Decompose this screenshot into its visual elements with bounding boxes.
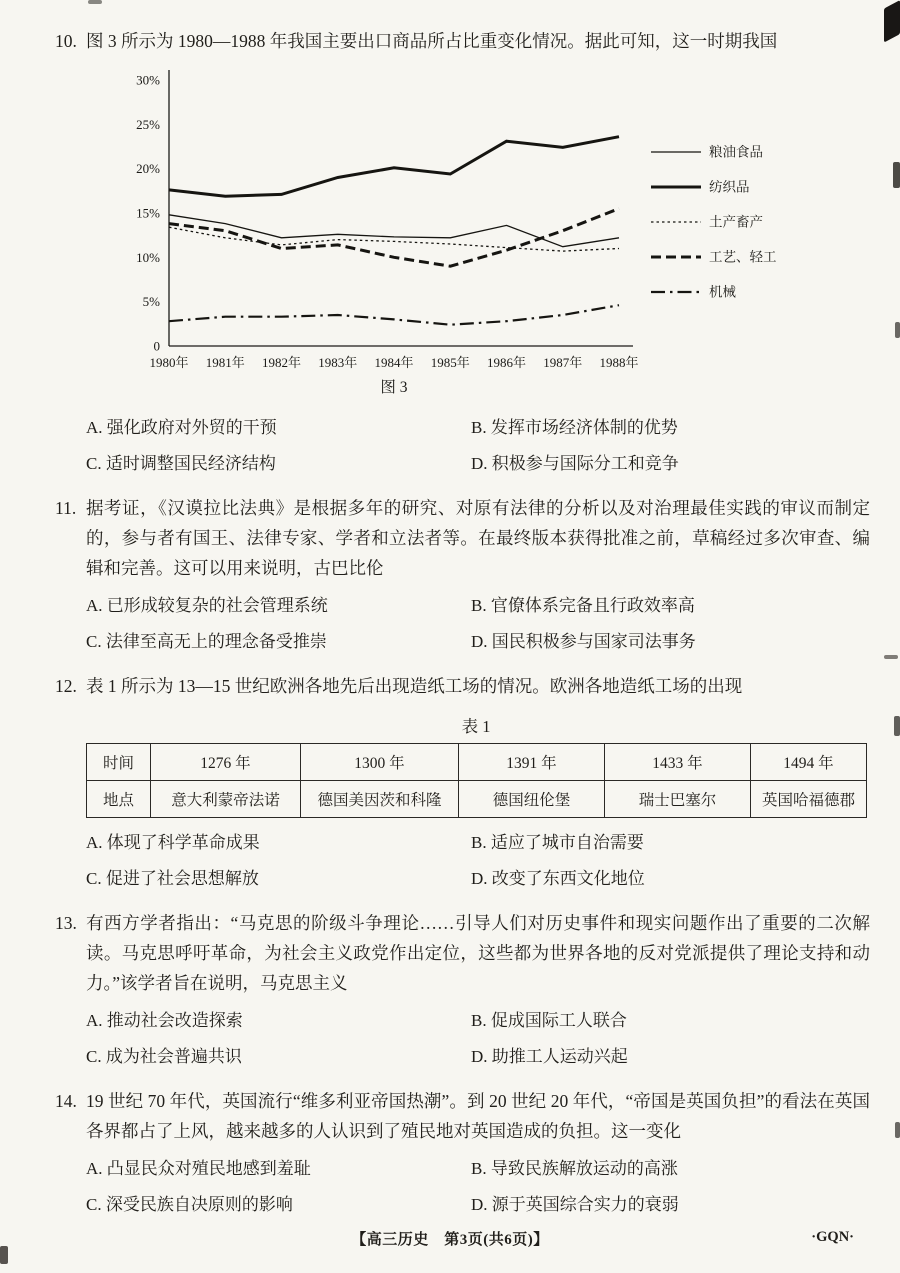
options	[55, 1006, 870, 1072]
scan-artifact	[0, 1246, 8, 1264]
option-d: D. 国民积极参与国家司法事务	[471, 632, 696, 651]
y-tick-label: 30%	[136, 72, 160, 88]
table-cell: 德国纽伦堡	[459, 781, 605, 818]
question-14	[55, 1086, 870, 1220]
footer-code: ·GQN·	[811, 1229, 854, 1245]
table-cell: 英国哈福德郡	[751, 781, 867, 818]
option-b: B. 促成国际工人联合	[471, 1011, 627, 1030]
options	[55, 828, 870, 894]
table-cell: 1433 年	[605, 744, 751, 781]
table-cell: 意大利蒙帝法诺	[151, 781, 301, 818]
scan-artifact	[895, 322, 900, 338]
question-stem-text: 有西方学者指出：“马克思的阶级斗争理论……引导人们对历史事件和现实问题作出了重要的二次解读。马克思呼吁革命，为社会主义政党作出定位，这些都为世界各地的反对党派提供了理论支持和动力。”该学者旨在说明，马克思主义	[86, 913, 870, 993]
question-number: 10.	[55, 31, 77, 51]
chart-series	[169, 227, 619, 251]
row-header: 时间	[87, 744, 151, 781]
option-b: B. 适应了城市自治需要	[471, 833, 644, 852]
option-a: A. 体现了科学革命成果	[86, 833, 260, 852]
x-tick-label: 1984年	[374, 355, 414, 370]
x-tick-label: 1985年	[430, 355, 470, 370]
question-number: 14.	[55, 1091, 77, 1111]
option-c: C. 成为社会普遍共识	[86, 1047, 242, 1066]
option-d: D. 改变了东西文化地位	[471, 869, 645, 888]
option-b: B. 发挥市场经济体制的优势	[471, 418, 678, 437]
row-header: 地点	[87, 781, 151, 818]
table-row-time	[87, 744, 867, 781]
legend-label: 机械	[709, 284, 736, 300]
question-stem	[55, 908, 870, 998]
option-a: A. 凸显民众对殖民地感到羞耻	[86, 1159, 311, 1178]
question-number: 13.	[55, 913, 77, 933]
x-tick-label: 1983年	[318, 355, 358, 370]
options	[55, 1154, 870, 1220]
export-share-chart	[95, 64, 870, 405]
line-chart-svg	[95, 64, 795, 400]
question-number: 12.	[55, 676, 77, 696]
legend-label: 土产畜产	[709, 214, 763, 230]
option-d: D. 助推工人运动兴起	[471, 1047, 628, 1066]
option-d: D. 源于英国综合实力的衰弱	[471, 1195, 679, 1214]
chart-series	[169, 137, 619, 197]
page-footer	[0, 1228, 900, 1249]
question-stem-text: 图 3 所示为 1980—1988 年我国主要出口商品所占比重变化情况。据此可知，这一时期我国	[86, 31, 778, 51]
options	[55, 591, 870, 657]
y-tick-label: 25%	[136, 116, 160, 132]
question-stem-text: 19 世纪 70 年代，英国流行“维多利亚帝国热潮”。到 20 世纪 20 年代，“帝国是英国负担”的看法在英国各界都占了上风，越来越多的人认识到了殖民地对英国造成的负担。这一变化	[86, 1091, 870, 1141]
scan-artifact	[895, 1122, 900, 1138]
option-c: C. 适时调整国民经济结构	[86, 454, 276, 473]
option-c: C. 促进了社会思想解放	[86, 869, 259, 888]
options	[55, 413, 870, 479]
table-cell: 1391 年	[459, 744, 605, 781]
y-tick-label: 15%	[136, 205, 160, 221]
scan-artifact	[884, 655, 898, 659]
option-a: A. 推动社会改造探索	[86, 1011, 243, 1030]
scan-artifact	[893, 162, 900, 188]
table-cell: 瑞士巴塞尔	[605, 781, 751, 818]
scan-artifact	[894, 716, 900, 736]
chart-series	[169, 305, 619, 325]
question-12	[55, 671, 870, 894]
table-cell: 1494 年	[751, 744, 867, 781]
y-tick-label: 0	[153, 338, 160, 354]
x-tick-label: 1986年	[486, 355, 527, 370]
paper-mills-table	[86, 743, 867, 818]
option-c: C. 法律至高无上的理念备受推崇	[86, 632, 327, 651]
y-tick-label: 5%	[142, 294, 160, 310]
question-stem	[55, 493, 870, 583]
x-tick-label: 1987年	[543, 355, 583, 370]
x-tick-label: 1981年	[205, 355, 245, 370]
question-11	[55, 493, 870, 657]
question-number: 11.	[55, 498, 77, 518]
question-stem	[55, 26, 870, 56]
legend-label: 工艺、轻工	[709, 249, 777, 265]
question-stem-text: 表 1 所示为 13—15 世纪欧洲各地先后出现造纸工场的情况。欧洲各地造纸工场的出现	[86, 676, 743, 696]
legend-label: 粮油食品	[709, 144, 763, 160]
question-stem	[55, 671, 870, 701]
x-tick-label: 1982年	[261, 355, 302, 370]
x-tick-label: 1988年	[599, 355, 639, 370]
question-stem-text: 据考证，《汉谟拉比法典》是根据多年的研究、对原有法律的分析以及对治理最佳实践的审议而制定的，参与者有国王、法律专家、学者和立法者等。在最终版本获得批准之前，草稿经过多次审查、编辑和完善。这可以用来说明，古巴比伦	[86, 498, 870, 578]
option-b: B. 导致民族解放运动的高涨	[471, 1159, 678, 1178]
option-d: D. 积极参与国际分工和竞争	[471, 454, 679, 473]
question-10	[55, 26, 870, 479]
question-stem	[55, 1086, 870, 1146]
chart-caption: 图 3	[380, 379, 408, 396]
table-cell: 1276 年	[151, 744, 301, 781]
option-a: A. 已形成较复杂的社会管理系统	[86, 596, 328, 615]
footer-page-info: 【高三历史 第3页(共6页)】	[351, 1232, 549, 1248]
question-13	[55, 908, 870, 1072]
scan-artifact	[88, 0, 102, 4]
x-tick-label: 1980年	[149, 355, 189, 370]
legend-label: 纺织品	[709, 179, 750, 195]
option-b: B. 官僚体系完备且行政效率高	[471, 596, 695, 615]
y-tick-label: 20%	[136, 161, 160, 177]
table-row-place	[87, 781, 867, 818]
y-tick-label: 10%	[136, 249, 160, 265]
table-cell: 德国美因茨和科隆	[301, 781, 459, 818]
table-caption: 表 1	[461, 717, 491, 736]
option-c: C. 深受民族自决原则的影响	[86, 1195, 293, 1214]
option-a: A. 强化政府对外贸的干预	[86, 418, 277, 437]
table-cell: 1300 年	[301, 744, 459, 781]
